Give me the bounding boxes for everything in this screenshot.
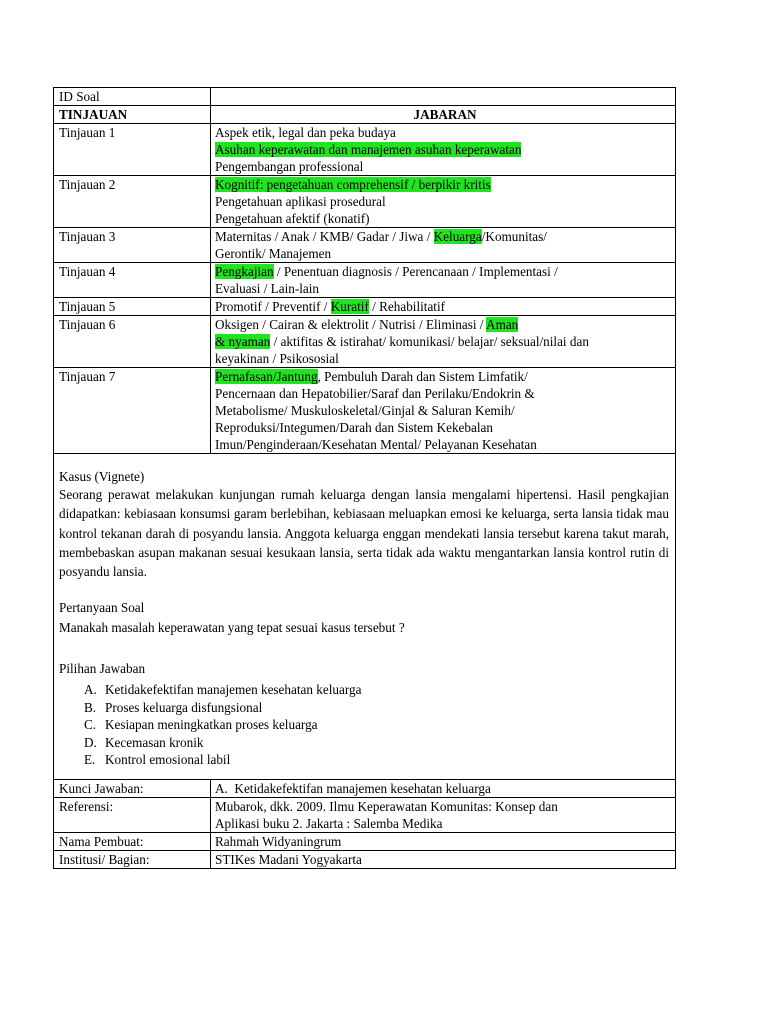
tinjauan-label: Tinjauan 7 [54,368,211,454]
id-value [211,88,676,106]
tinjauan-jabaran [211,368,676,454]
tinjauan-row-7 [54,368,676,454]
option-text: Proses keluarga disfungsional [105,699,263,715]
jabaran-text: / Rehabilitatif [368,299,446,314]
tinjauan-label: Tinjauan 5 [54,298,211,316]
jabaran-text: / Penentuan diagnosis / Perencanaan / Implementasi / [273,264,558,279]
id-label: ID Soal [54,88,211,106]
answer-option-d [59,734,669,752]
tinjauan-row-1 [54,124,676,176]
referensi-value [211,797,676,832]
header-row [54,106,676,124]
case-row [54,454,676,780]
pembuat-value: Rahmah Widyaningrum [211,832,676,850]
tinjauan-row-6 [54,316,676,368]
highlighted-text: Kognitif: pengetahuan comprehensif / berpikir kritis [215,177,491,192]
highlighted-text: Asuhan keperawatan dan manajemen asuhan keperawatan [215,142,522,157]
answer-option-c [59,716,669,734]
tinjauan-row-5 [54,298,676,316]
jabaran-line: Pencernaan dan Hepatobilier/Saraf dan Perilaku/Endokrin & [215,386,535,401]
option-text: Kontrol emosional labil [105,752,231,768]
col-jabaran-header: JABARAN [211,106,676,124]
tinjauan-row-4 [54,263,676,298]
option-mark: C. [84,717,97,733]
pilihan-title: Pilihan Jawaban [59,661,146,677]
id-row [54,88,676,106]
highlighted-text: Pengkajian [215,264,274,279]
tinjauan-label: Tinjauan 6 [54,316,211,368]
option-mark: A. [84,682,97,698]
highlighted-text: & nyaman [215,334,271,349]
kunci-row [54,779,676,797]
jabaran-line: Gerontik/ Manajemen [215,246,332,261]
highlighted-text: Keluarga [433,229,482,244]
highlighted-text: Pernafasan/Jantung [215,369,318,384]
tinjauan-jabaran [211,228,676,263]
tinjauan-jabaran [211,124,676,176]
tinjauan-row-3 [54,228,676,263]
jabaran-line: Imun/Penginderaan/Kesehatan Mental/ Pelayanan Kesehatan [215,437,537,452]
jabaran-text: /Komunitas/ [481,229,547,244]
answer-option-b [59,699,669,717]
jabaran-line: Reproduksi/Integumen/Darah dan Sistem Kekebalan [215,420,493,435]
jabaran-text: / aktifitas & istirahat/ komunikasi/ belajar/ seksual/nilai dan [270,334,589,349]
kasus-title: Kasus (Vignete) [59,469,145,484]
jabaran-line: Evaluasi / Lain-lain [215,281,319,296]
referensi-label: Referensi: [54,797,211,832]
tinjauan-label: Tinjauan 4 [54,263,211,298]
jabaran-line: Pengetahuan aplikasi prosedural [215,194,386,209]
kunci-label: Kunci Jawaban: [54,779,211,797]
option-mark: E. [84,752,96,768]
jabaran-line: keyakinan / Psikososial [215,351,339,366]
jabaran-text: , Pembuluh Darah dan Sistem Limfatik/ [317,369,528,384]
col-tinjauan-header: TINJAUAN [54,106,211,124]
jabaran-line: Metabolisme/ Muskuloskeletal/Ginjal & Saluran Kemih/ [215,403,515,418]
referensi-line: Aplikasi buku 2. Jakarta : Salemba Medika [215,815,443,831]
option-mark: D. [84,734,97,750]
option-mark: B. [84,699,97,715]
jabaran-line: Pengembangan professional [215,159,364,174]
jabaran-text: Oksigen / Cairan & elektrolit / Nutrisi / Eliminasi / [215,317,487,332]
jabaran-text: Maternitas / Anak / KMB/ Gadar / Jiwa / [215,229,434,244]
answer-options [59,681,669,769]
case-section [54,454,676,780]
question-document [53,87,676,869]
institusi-value: STIKes Madani Yogyakarta [211,850,676,868]
option-text: Ketidakefektifan manajemen kesehatan keluarga [105,682,362,698]
jabaran-line: Aspek etik, legal dan peka budaya [215,125,396,140]
referensi-row [54,797,676,832]
referensi-line: Mubarok, dkk. 2009. Ilmu Keperawatan Komunitas: Konsep dan [215,798,558,814]
option-text: Kesiapan meningkatkan proses keluarga [105,717,318,733]
highlighted-text: Kuratif [330,299,369,314]
answer-option-e [59,751,669,769]
tinjauan-label: Tinjauan 2 [54,176,211,228]
jabaran-line: Pengetahuan afektif (konatif) [215,211,370,226]
pembuat-row [54,832,676,850]
option-text: Kecemasan kronik [105,734,204,750]
highlighted-text: Aman [486,317,519,332]
jabaran-text: Promotif / Preventif / [215,299,331,314]
pertanyaan-title: Pertanyaan Soal [59,600,145,616]
tinjauan-row-2 [54,176,676,228]
kunci-value: A. Ketidakefektifan manajemen kesehatan keluarga [211,779,676,797]
answer-option-a [59,681,669,699]
institusi-label: Institusi/ Bagian: [54,850,211,868]
tinjauan-jabaran [211,176,676,228]
pertanyaan-text: Manakah masalah keperawatan yang tepat sesuai kasus tersebut ? [59,620,405,636]
institusi-row [54,850,676,868]
pembuat-label: Nama Pembuat: [54,832,211,850]
tinjauan-jabaran [211,263,676,298]
tinjauan-label: Tinjauan 3 [54,228,211,263]
tinjauan-jabaran [211,298,676,316]
kasus-text: Seorang perawat melakukan kunjungan rumah keluarga dengan lansia mengalami hipertensi. Hasil pengkajian didapatkan: kebiasaan konsumsi garam berlebihan, kebiasaan meluapkan emosi ke keluarga, serta lansia tidak mau kontrol tekanan darah di posyandu lansia. Anggota keluarga enggan mendekati lansia tersebut karena takut marah, membebaskan asupan makanan sesuai kesukaan lansia, serta tidak ada waktu mengantarkan lansia kontrol rutin di posyandu lansia. [59,487,669,580]
question-table [53,87,676,869]
tinjauan-jabaran [211,316,676,368]
tinjauan-label: Tinjauan 1 [54,124,211,176]
